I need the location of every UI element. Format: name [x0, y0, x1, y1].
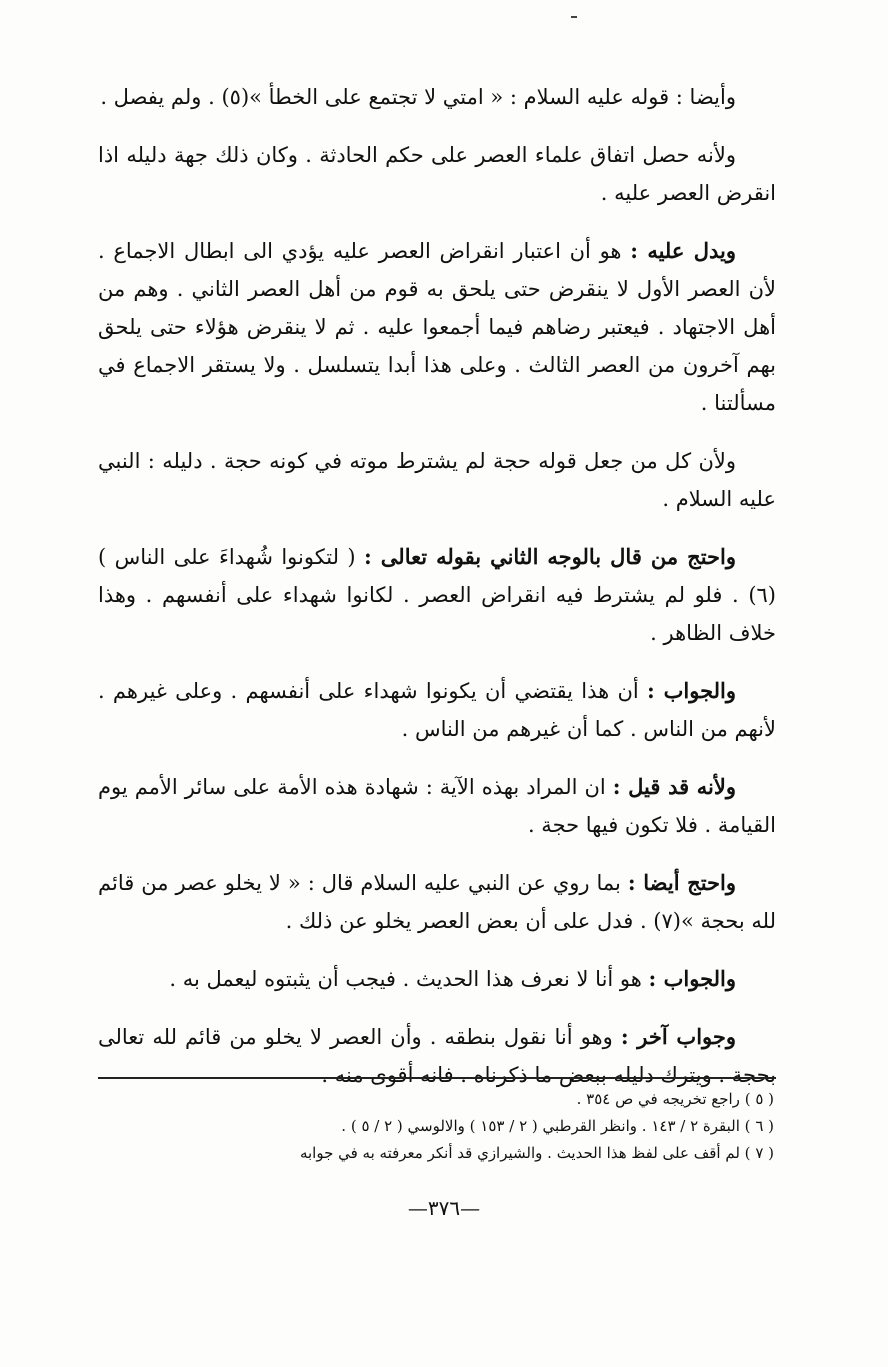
paragraph-2-text: ولأنه حصل اتفاق علماء العصر على حكم الحادثة . وكان ذلك جهة دليله اذا انقرض العصر عليه .: [98, 143, 776, 205]
paragraph-9-text: هو أنا لا نعرف هذا الحديث . فيجب أن يثبتوه ليعمل به .: [169, 967, 649, 991]
paragraph-8-text: بما روي عن النبي عليه السلام قال : « لا يخلو عصر من قائم لله بحجة »(٧) . فدل على أن بعض العصر يخلو عن ذلك .: [98, 871, 776, 933]
paragraph-5: [98, 538, 776, 652]
paragraph-7-text: ان المراد بهذه الآية : شهادة هذه الأمة على سائر الأمم يوم القيامة . فلا تكون فيها حجة .: [98, 775, 776, 837]
footnotes: [98, 1086, 774, 1167]
paragraph-10-lead: وجواب آخر :: [620, 1024, 737, 1049]
paragraph-1: [98, 78, 776, 116]
footnote-7: ( ٧ ) لم أقف على لفظ هذا الحديث . والشيرازي قد أنكر معرفته به في جوابه: [299, 1144, 774, 1162]
paragraph-10-text: وهو أنا نقول بنطقه . وأن العصر لا يخلو من قائم لله تعالى بحجة . ويترك دليله ببعض ما ذكرناه . فانه أقوى منه .: [98, 1025, 776, 1087]
paragraph-8-lead: واحتج أيضا :: [627, 870, 736, 895]
paragraph-9-lead: والجواب :: [648, 966, 736, 991]
footnote-divider: [98, 1077, 776, 1079]
paragraph-3: [98, 232, 776, 422]
paragraph-3-text: هو أن اعتبار انقراض العصر عليه يؤدي الى ابطال الاجماع . لأن العصر الأول لا ينقرض حتى يلحق به قوم من أهل العصر الثاني . وهم من أهل الاجتهاد . فيعتبر رضاهم فيما أجمعوا عليه . ثم لا ينقرض هؤلاء حتى يلحق بهم آخرون من العصر الثالث . وعلى هذا أبدا يتسلسل . ولا يستقر الاجماع في مسألتنا .: [98, 239, 776, 415]
page-number: [0, 1196, 888, 1220]
paragraph-5-text: ( لتكونوا شُهداءَ على الناس )(٦) . فلو لم يشترط فيه انقراض العصر . لكانوا شهداء على أنفسهم . وهذا خلاف الظاهر .: [98, 545, 776, 645]
paragraph-4: [98, 442, 776, 518]
paragraph-8: [98, 864, 776, 940]
paragraph-6-text: أن هذا يقتضي أن يكونوا شهداء على أنفسهم . وعلى غيرهم . لأنهم من الناس . كما أن غيرهم من الناس .: [98, 679, 776, 741]
footnote-6: ( ٦ ) البقرة ٢ / ١٤٣ . وانظر القرطبي ( ٢ / ١٥٣ ) والالوسي ( ٢ / ٥ ) .: [341, 1117, 774, 1135]
paragraph-7: [98, 768, 776, 844]
paragraph-1-text: وأيضا : قوله عليه السلام : « امتي لا تجتمع على الخطأ »(٥) . ولم يفصل .: [100, 85, 736, 109]
paragraph-2: [98, 136, 776, 212]
paragraph-5-lead: واحتج من قال بالوجه الثاني بقوله تعالى :: [364, 544, 736, 569]
paragraph-6-lead: والجواب :: [646, 678, 736, 703]
paragraph-4-text: ولأن كل من جعل قوله حجة لم يشترط موته في كونه حجة . دليله : النبي عليه السلام .: [98, 449, 776, 511]
paragraph-3-lead: ويدل عليه :: [630, 238, 737, 263]
main-text: [98, 78, 776, 1114]
footnote-5: ( ٥ ) راجع تخريجه في ص ٣٥٤ .: [576, 1090, 774, 1108]
top-mark: [571, 16, 577, 18]
paragraph-10: [98, 1018, 776, 1094]
paragraph-6: [98, 672, 776, 748]
paragraph-9: [98, 960, 776, 998]
page-number-text: —٣٧٦—: [407, 1196, 481, 1220]
paragraph-7-lead: ولأنه قد قيل :: [612, 774, 737, 799]
